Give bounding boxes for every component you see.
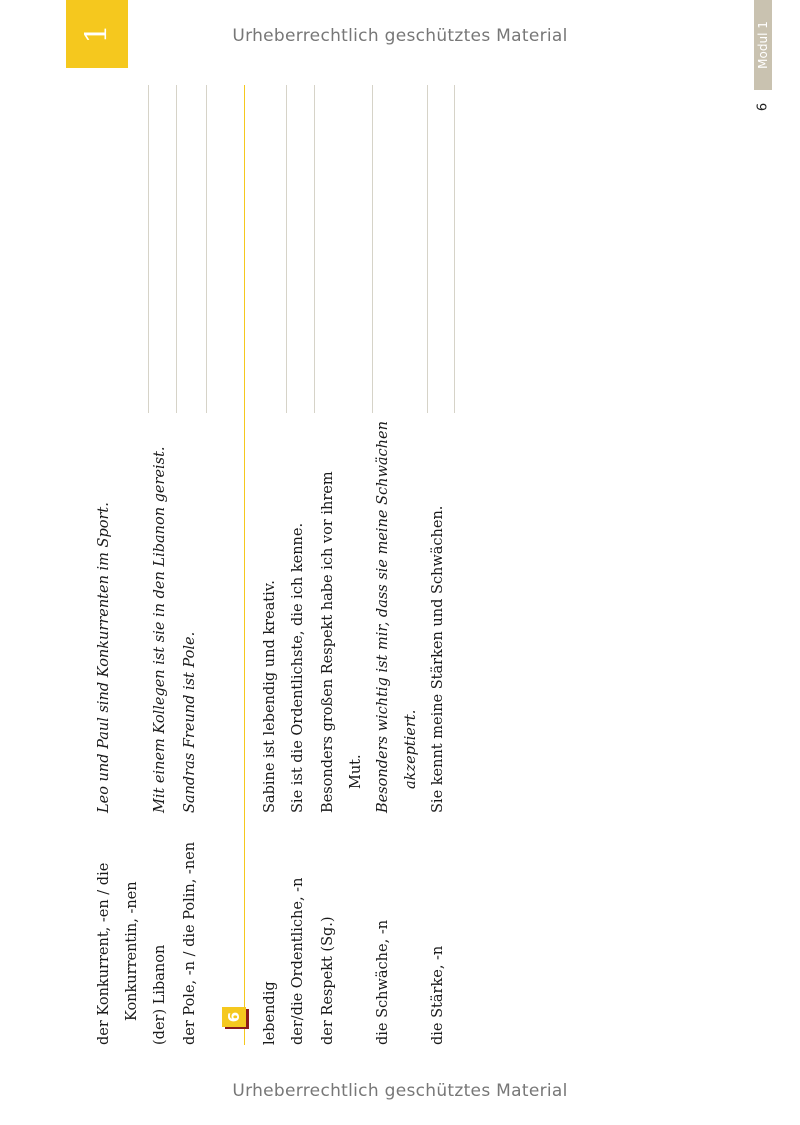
vocab-entry bbox=[284, 85, 312, 1045]
notes-line bbox=[206, 85, 207, 413]
vocab-entry bbox=[369, 85, 425, 1045]
vocab-word-line: lebendig bbox=[262, 981, 278, 1045]
modul-label: Modul 1 bbox=[756, 21, 770, 69]
page-number: 6 bbox=[755, 102, 771, 112]
vocab-word bbox=[90, 835, 146, 1045]
vocab-entry bbox=[90, 85, 146, 1045]
example-sentence-line: Mit einem Kollegen ist sie in den Libanon gereist. bbox=[152, 446, 168, 813]
example-sentence-line: Besonders großen Respekt habe ich vor ihrem bbox=[320, 471, 336, 813]
section-badge: 6 bbox=[222, 1007, 246, 1027]
example-sentence bbox=[146, 413, 174, 813]
vocab-word-line: die Stärke, -n bbox=[430, 945, 446, 1045]
vocab-word bbox=[146, 835, 174, 1045]
example-sentence-line: Mut. bbox=[348, 754, 364, 789]
vocabulary-list bbox=[84, 85, 464, 1045]
vocab-entry bbox=[314, 85, 370, 1045]
modul-tab bbox=[754, 0, 772, 90]
vocab-word bbox=[284, 835, 312, 1045]
example-sentence bbox=[176, 413, 204, 813]
vocab-word-line: der Konkurrent, -en / die bbox=[96, 862, 112, 1045]
notes-line bbox=[454, 85, 455, 413]
example-sentence bbox=[424, 413, 452, 813]
section-divider bbox=[244, 85, 245, 1045]
vocab-entry bbox=[256, 85, 284, 1045]
example-sentence bbox=[369, 413, 425, 813]
example-sentence-line: Sie ist die Ordentlichste, die ich kenne. bbox=[290, 522, 306, 813]
example-sentence bbox=[284, 413, 312, 813]
vocab-entry bbox=[176, 85, 204, 1045]
vocab-word-line: Konkurrentin, -nen bbox=[124, 881, 140, 1021]
example-sentence-line: Leo und Paul sind Konkurrenten im Sport. bbox=[96, 502, 112, 813]
vocab-word bbox=[369, 835, 397, 1045]
vocab-word-line: der Pole, -n / die Polin, -nen bbox=[182, 841, 198, 1045]
copyright-watermark-top: Urheberrechtlich geschütztes Material bbox=[232, 26, 568, 46]
example-sentence bbox=[314, 413, 370, 813]
example-sentence bbox=[256, 413, 284, 813]
vocab-entry bbox=[146, 85, 174, 1045]
example-sentence-line: Sabine ist lebendig und kreativ. bbox=[262, 580, 278, 813]
chapter-number: 1 bbox=[79, 24, 115, 44]
vocab-word-line: (der) Libanon bbox=[152, 944, 168, 1045]
chapter-number-box bbox=[66, 0, 128, 68]
example-sentence-line: akzeptiert. bbox=[403, 709, 419, 789]
vocab-word bbox=[424, 835, 452, 1045]
vocab-entry bbox=[424, 85, 452, 1045]
vocab-word-line: die Schwäche, -n bbox=[375, 919, 391, 1045]
vocab-word bbox=[314, 835, 342, 1045]
vocab-word bbox=[176, 835, 204, 1045]
example-sentence-line: Sie kennt meine Stärken und Schwächen. bbox=[430, 505, 446, 813]
example-sentence bbox=[90, 413, 118, 813]
vocab-word bbox=[256, 835, 284, 1045]
example-sentence-line: Besonders wichtig ist mir, dass sie meine Schwächen bbox=[375, 421, 391, 813]
copyright-watermark-bottom: Urheberrechtlich geschütztes Material bbox=[232, 1081, 568, 1101]
example-sentence-line: Sandras Freund ist Pole. bbox=[182, 631, 198, 813]
vocab-word-line: der Respekt (Sg.) bbox=[320, 916, 336, 1045]
vocab-word-line: der/die Ordentliche, -n bbox=[290, 877, 306, 1045]
